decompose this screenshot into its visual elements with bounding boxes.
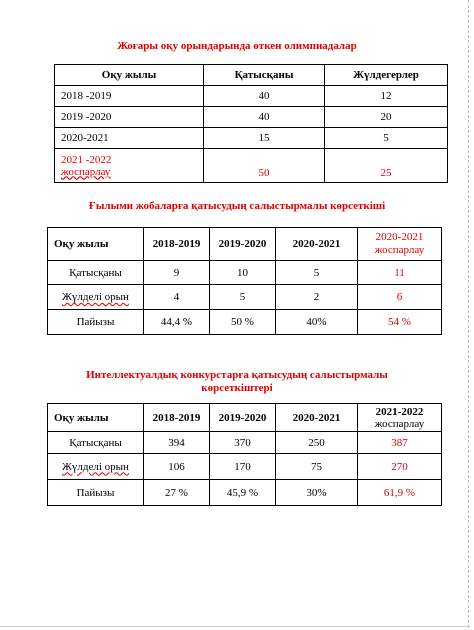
cell-value: 5 <box>210 285 276 310</box>
cell-value: 2 <box>276 285 358 310</box>
table-row <box>55 86 448 107</box>
cell-value: 5 <box>276 261 358 285</box>
row-label: Қатысқаны <box>48 432 144 454</box>
cell-value: 75 <box>276 454 358 480</box>
contests-table <box>47 403 442 506</box>
table-row <box>55 128 448 149</box>
row-label: Пайызы <box>48 310 144 335</box>
plan-header-note: жоспарлау <box>374 417 425 430</box>
header-2020-2021: 2020-2021 <box>276 404 358 432</box>
table-row <box>48 480 442 506</box>
cell-value: 370 <box>210 432 276 454</box>
cell-year: 2019 -2020 <box>55 107 204 128</box>
cell-value: 10 <box>210 261 276 285</box>
cell-year: 2020-2021 <box>55 128 204 149</box>
projects-table <box>47 227 442 335</box>
section3-title <box>0 369 474 395</box>
cell-value: 27 % <box>144 480 210 506</box>
cell-winners: 20 <box>325 107 448 128</box>
cell-winners: 5 <box>325 128 448 149</box>
header-2018-2019: 2018-2019 <box>144 404 210 432</box>
cell-year-plan <box>55 149 204 183</box>
table-header-row <box>48 228 442 261</box>
row-label: Қатысқаны <box>48 261 144 285</box>
cell-winners-plan: 25 <box>325 149 448 183</box>
table-row-plan <box>55 149 448 183</box>
cell-value: 250 <box>276 432 358 454</box>
cell-participants: 40 <box>204 86 325 107</box>
cell-participants: 15 <box>204 128 325 149</box>
section3-title-line1: Интеллектуалдық конкурстарға қатысудың салыстырмалы <box>86 369 388 381</box>
section1-title: Жоғары оқу орындарында өткен олимпиадалар <box>117 40 357 52</box>
plan-header-year: 2021-2022 <box>375 405 424 418</box>
cell-plan: 270 <box>358 454 442 480</box>
cell-value: 40% <box>276 310 358 335</box>
header-2020-2021: 2020-2021 <box>276 228 358 261</box>
page-edge-bottom <box>0 626 470 627</box>
cell-participants: 40 <box>204 107 325 128</box>
table-row <box>48 432 442 454</box>
header-winners: Жүлдегерлер <box>325 65 448 86</box>
row-label-text: Жүлделі орын <box>62 460 129 473</box>
plan-note: жоспарлау <box>61 165 111 178</box>
header-plan <box>358 228 442 261</box>
cell-value: 170 <box>210 454 276 480</box>
cell-plan: 54 % <box>358 310 442 335</box>
row-label <box>48 454 144 480</box>
plan-year: 2021 -2022 <box>61 153 112 166</box>
header-year: Оқу жылы <box>48 228 144 261</box>
header-2018-2019: 2018-2019 <box>144 228 210 261</box>
plan-header-note: жоспарлау <box>374 244 425 256</box>
cell-winners: 12 <box>325 86 448 107</box>
cell-value: 30% <box>276 480 358 506</box>
olympiad-table <box>54 64 448 183</box>
plan-header-year: 2020-2021 <box>375 231 424 243</box>
page-edge-right <box>468 0 470 628</box>
header-participants: Қатысқаны <box>204 65 325 86</box>
row-label: Пайызы <box>48 480 144 506</box>
header-2019-2020: 2019-2020 <box>210 228 276 261</box>
header-2019-2020: 2019-2020 <box>210 404 276 432</box>
table-row <box>55 107 448 128</box>
cell-plan: 11 <box>358 261 442 285</box>
header-year: Оқу жылы <box>55 65 204 86</box>
table-row <box>48 261 442 285</box>
cell-value: 106 <box>144 454 210 480</box>
cell-plan: 387 <box>358 432 442 454</box>
cell-value: 4 <box>144 285 210 310</box>
cell-participants-plan: 50 <box>204 149 325 183</box>
table-header-row <box>48 404 442 432</box>
cell-year: 2018 -2019 <box>55 86 204 107</box>
cell-value: 394 <box>144 432 210 454</box>
row-label <box>48 285 144 310</box>
section3-title-line2: көрсеткіштері <box>201 382 273 394</box>
table-row <box>48 454 442 480</box>
header-year: Оқу жылы <box>48 404 144 432</box>
table-header-row <box>55 65 448 86</box>
section2-title: Ғылыми жобаларға қатысудың салыстырмалы көрсеткіші <box>88 200 386 212</box>
cell-value: 50 % <box>210 310 276 335</box>
cell-value: 44,4 % <box>144 310 210 335</box>
table-row <box>48 310 442 335</box>
table-row <box>48 285 442 310</box>
row-label-text: Жүлделі орын <box>62 291 129 303</box>
cell-plan: 61,9 % <box>358 480 442 506</box>
header-plan <box>358 404 442 432</box>
cell-value: 45,9 % <box>210 480 276 506</box>
cell-value: 9 <box>144 261 210 285</box>
cell-plan: 6 <box>358 285 442 310</box>
